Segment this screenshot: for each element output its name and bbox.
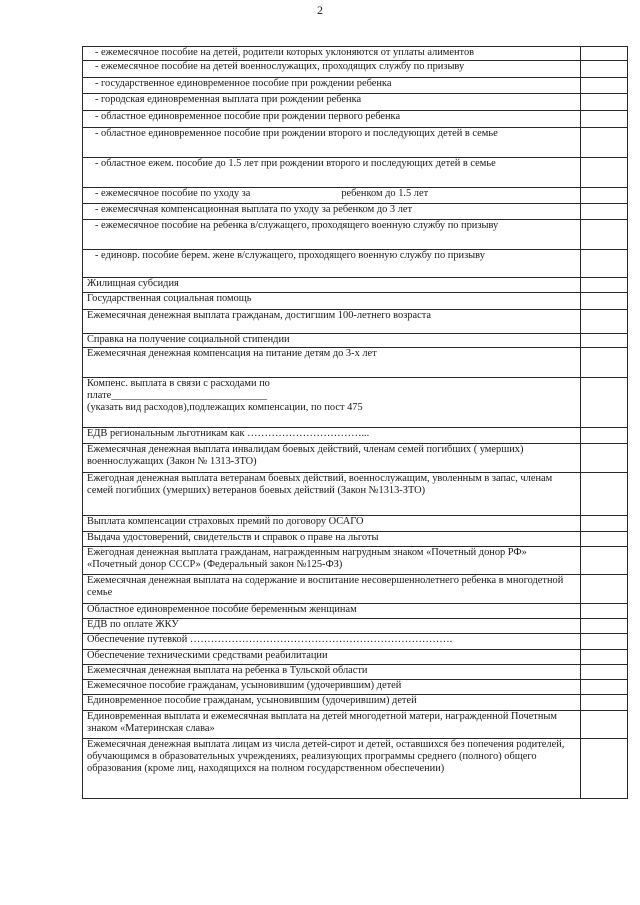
row-label: Областное единовременное пособие беременным женщинам [83, 604, 581, 619]
checkbox-cell[interactable] [581, 547, 628, 575]
table-row [83, 334, 628, 348]
table-row [83, 473, 628, 516]
row-label: Единовременная выплата и ежемесячная выплата на детей многодетной матери, награжденной Почетным знаком «Материнская слава» [83, 711, 581, 739]
row-label: Государственная социальная помощь [83, 293, 581, 310]
table-row [83, 94, 628, 111]
row-label: - ежемесячная компенсационная выплата по уходу за ребенком до 3 лет [83, 204, 581, 220]
checkbox-cell[interactable] [581, 378, 628, 428]
checkbox-cell[interactable] [581, 61, 628, 78]
row-label: Ежемесячная денежная выплата гражданам, достигшим 100-летнего возраста [83, 310, 581, 334]
checkbox-cell[interactable] [581, 650, 628, 665]
table-row [83, 61, 628, 78]
table-row [83, 293, 628, 310]
checkbox-cell[interactable] [581, 293, 628, 310]
page-number: 2 [317, 3, 323, 17]
checkbox-cell[interactable] [581, 278, 628, 293]
table-row [83, 204, 628, 220]
table-row [83, 428, 628, 444]
table-row [83, 47, 628, 61]
row-label: Единовременное пособие гражданам, усыновившим (удочерившим) детей [83, 695, 581, 711]
row-label: Ежемесячное пособие гражданам, усыновившим (удочерившим) детей [83, 680, 581, 695]
table-row [83, 78, 628, 94]
table-row [83, 532, 628, 547]
table-row [83, 278, 628, 293]
table-row [83, 619, 628, 634]
row-label: - ежемесячное пособие по уходу за ребенком до 1.5 лет [83, 188, 581, 204]
row-label: Выдача удостоверений, свидетельств и справок о праве на льготы [83, 532, 581, 547]
checkbox-cell[interactable] [581, 619, 628, 634]
row-label: Ежегодная денежная выплата гражданам, награжденным нагрудным знаком «Почетный донор РФ» «Почетный донор СССР» (Федеральный закон №125-ФЗ) [83, 547, 581, 575]
table-row [83, 250, 628, 278]
benefits-table [82, 46, 628, 799]
checkbox-cell[interactable] [581, 604, 628, 619]
row-label: Жилищная субсидия [83, 278, 581, 293]
checkbox-cell[interactable] [581, 634, 628, 650]
row-label: Ежемесячная денежная выплата инвалидам боевых действий, членам семей погибших ( умерших) военнослужащих (Закон № 1313-ЗТО) [83, 444, 581, 473]
checkbox-cell[interactable] [581, 532, 628, 547]
row-label: - государственное единовременное пособие при рождении ребенка [83, 78, 581, 94]
table-row [83, 348, 628, 378]
checkbox-cell[interactable] [581, 516, 628, 532]
table-row [83, 680, 628, 695]
checkbox-cell[interactable] [581, 428, 628, 444]
row-label: - ежемесячное пособие на детей военнослужащих, проходящих службу по призыву [83, 61, 581, 78]
table-row [83, 378, 628, 428]
row-label: - областное единовременное пособие при рождении первого ребенка [83, 111, 581, 128]
row-label: Выплата компенсации страховых премий по договору ОСАГО [83, 516, 581, 532]
checkbox-cell[interactable] [581, 473, 628, 516]
row-label: Ежемесячная денежная выплата на ребенка в Тульской области [83, 665, 581, 680]
row-label: - ежемесячное пособие на детей, родители которых уклоняются от уплаты алиментов [83, 47, 581, 61]
table-row [83, 547, 628, 575]
checkbox-cell[interactable] [581, 204, 628, 220]
table-row [83, 188, 628, 204]
checkbox-cell[interactable] [581, 310, 628, 334]
checkbox-cell[interactable] [581, 220, 628, 250]
table-row [83, 444, 628, 473]
checkbox-cell[interactable] [581, 188, 628, 204]
row-label: Ежемесячная денежная выплата на содержание и воспитание несовершеннолетнего ребенка в многодетной семье [83, 575, 581, 604]
checkbox-cell[interactable] [581, 665, 628, 680]
row-label: ЕДВ по оплате ЖКУ [83, 619, 581, 634]
table-row [83, 650, 628, 665]
table-row [83, 665, 628, 680]
table-row [83, 220, 628, 250]
checkbox-cell[interactable] [581, 111, 628, 128]
row-label: ЕДВ региональным льготникам как ……………………………... [83, 428, 581, 444]
checkbox-cell[interactable] [581, 94, 628, 111]
row-label: Ежемесячная денежная выплата лицам из числа детей-сирот и детей, оставшихся без попечения родителей, обучающимся в образовательных учреждениях, реализующих программы среднего (полного) общего образования (кроме лиц, находящихся на полном государственном обеспечении) [83, 739, 581, 799]
checkbox-cell[interactable] [581, 695, 628, 711]
row-label: - областное ежем. пособие до 1.5 лет при рождении второго и последующих детей в семье [83, 158, 581, 188]
checkbox-cell[interactable] [581, 575, 628, 604]
checkbox-cell[interactable] [581, 128, 628, 158]
checkbox-cell[interactable] [581, 444, 628, 473]
table-row [83, 739, 628, 799]
row-label: Ежемесячная денежная компенсация на питание детям до 3-х лет [83, 348, 581, 378]
checkbox-cell[interactable] [581, 47, 628, 61]
row-label: - областное единовременное пособие при рождении второго и последующих детей в семье [83, 128, 581, 158]
checkbox-cell[interactable] [581, 711, 628, 739]
table-row [83, 695, 628, 711]
checkbox-cell[interactable] [581, 348, 628, 378]
row-label: Справка на получение социальной стипендии [83, 334, 581, 348]
checkbox-cell[interactable] [581, 334, 628, 348]
row-label: Ежегодная денежная выплата ветеранам боевых действий, военнослужащим, уволенным в запас, членам семей погибших (умерших) ветеранов боевых действий (Закон №1313-ЗТО) [83, 473, 581, 516]
table-row [83, 604, 628, 619]
checkbox-cell[interactable] [581, 680, 628, 695]
checkbox-cell[interactable] [581, 158, 628, 188]
table-row [83, 111, 628, 128]
table-row [83, 158, 628, 188]
table-row [83, 310, 628, 334]
checkbox-cell[interactable] [581, 78, 628, 94]
row-label: - единовр. пособие берем. жене в/служащего, проходящего военную службу по призыву [83, 250, 581, 278]
row-label: Обеспечение путевкой …………………………………………………………………. [83, 634, 581, 650]
row-label: - городская единовременная выплата при рождении ребенка [83, 94, 581, 111]
row-label: - ежемесячное пособие на ребенка в/служащего, проходящего военную службу по призыву [83, 220, 581, 250]
checkbox-cell[interactable] [581, 739, 628, 799]
table-row [83, 711, 628, 739]
checkbox-cell[interactable] [581, 250, 628, 278]
table-row [83, 516, 628, 532]
table-row [83, 634, 628, 650]
table-row [83, 128, 628, 158]
row-label: Компенс. выплата в связи с расходами по плате______________________________ (указать вид расходов),подлежащих компенсации, по пост 475 [83, 378, 581, 428]
table-row [83, 575, 628, 604]
row-label: Обеспечение техническими средствами реабилитации [83, 650, 581, 665]
